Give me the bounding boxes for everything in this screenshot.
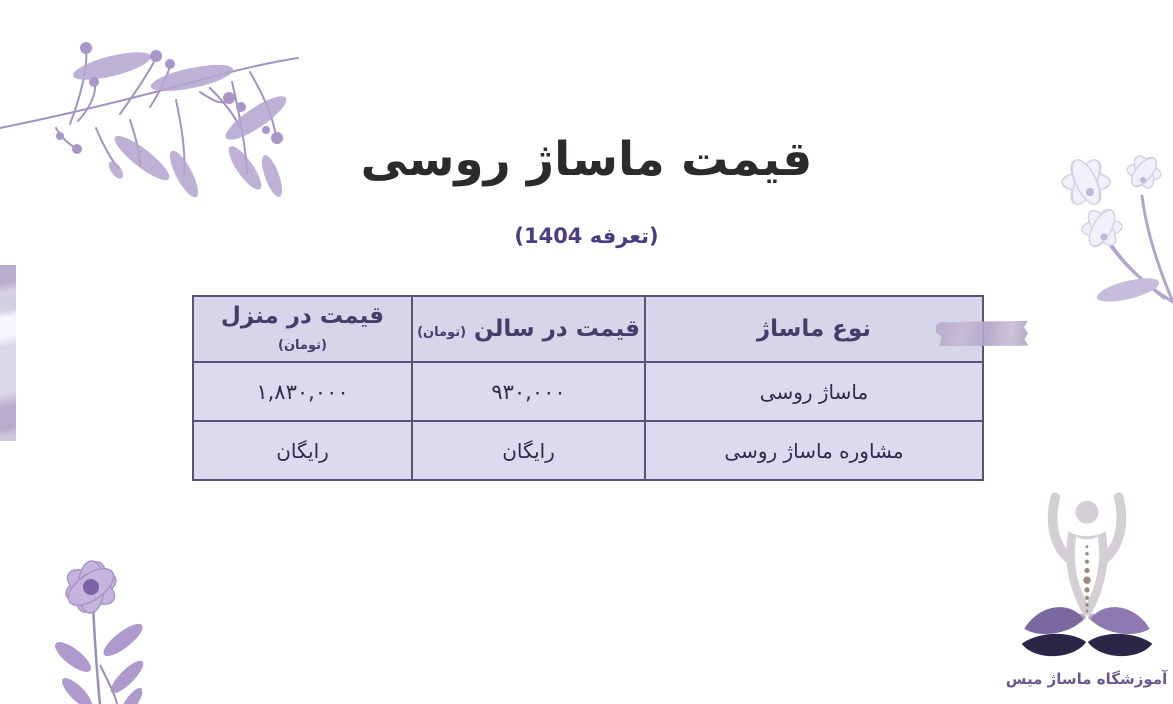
table-row [193,362,983,421]
logo [1000,492,1173,688]
washi-tape-icon [936,320,1029,348]
washi-tape-strip-icon [0,265,16,441]
col-header-massage-type [645,296,983,362]
page-title: قیمت ماساژ روسی [360,132,813,187]
header-unit: (تومان) [278,338,327,353]
page-subtitle: (تعرفه 1404) [514,224,659,248]
header-label: نوع ماساژ [756,316,872,342]
header-label: قیمت در منزل [220,303,385,329]
cell-massage-type: مشاوره ماساژ روسی [645,421,983,480]
cell-salon-price: رایگان [412,421,645,480]
col-header-salon-price [412,296,645,362]
cell-home-price: رایگان [193,421,412,480]
cell-salon-price: ۹۳۰,۰۰۰ [412,362,645,421]
col-header-home-price [193,296,412,362]
logo-caption: آموزشگاه ماساژ میس [1005,670,1168,688]
cell-massage-type: ماساژ روسی [645,362,983,421]
price-table [192,295,984,481]
table-header-row [193,296,983,362]
table-row [193,421,983,480]
cell-home-price: ۱,۸۳۰,۰۰۰ [193,362,412,421]
header-label: قیمت در سالن [474,316,640,342]
header-unit: (تومان) [417,325,467,340]
lotus-figure-logo-icon [1012,492,1162,664]
watercolor-flower-icon [15,545,195,704]
